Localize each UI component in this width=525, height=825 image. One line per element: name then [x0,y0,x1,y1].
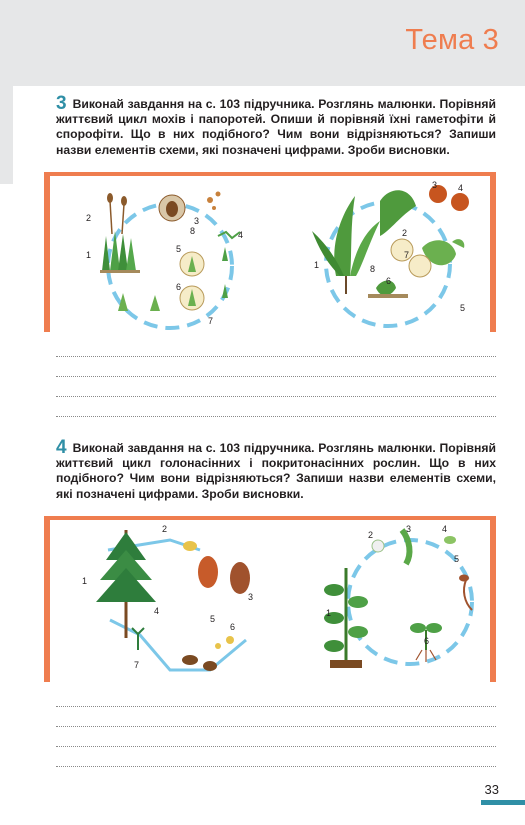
svg-text:8: 8 [190,226,196,236]
female-cone-icon [198,556,218,588]
answer-line[interactable] [56,416,496,417]
task-number: 4 [56,437,67,458]
svg-text:5: 5 [176,244,182,254]
fern-cycle [312,180,469,326]
bean-flower-icon [372,540,384,552]
svg-text:4: 4 [458,183,464,193]
answer-line[interactable] [56,706,496,707]
fern-frond-icon [380,190,416,236]
svg-text:6: 6 [230,622,236,632]
svg-text:1: 1 [314,260,320,270]
svg-text:2: 2 [402,228,408,238]
answer-line[interactable] [56,356,496,357]
svg-text:1: 1 [86,250,92,260]
bean-seed-icon [444,536,456,544]
answer-line[interactable] [56,746,496,747]
male-cone-icon [183,541,197,551]
moss-plant-icon [100,193,140,273]
bean-cycle [324,524,472,668]
svg-text:3: 3 [248,592,254,602]
mature-cone-icon [230,562,250,594]
svg-text:6: 6 [386,276,392,286]
svg-text:2: 2 [368,530,374,540]
theme-title: Тема 3 [405,24,499,56]
svg-text:5: 5 [460,303,466,313]
moss-cycle [86,192,243,329]
svg-text:1: 1 [326,608,332,618]
answer-line[interactable] [56,726,496,727]
svg-text:2: 2 [86,213,92,223]
svg-text:7: 7 [208,316,214,326]
bean-plant-icon [324,568,368,668]
pine-seed-icon [182,655,198,665]
task-4 [56,437,496,502]
page-number: 33 [484,782,499,797]
bean-pod-icon [402,530,409,564]
left-margin-strip [0,86,13,184]
svg-text:4: 4 [442,524,448,534]
task-3 [56,93,496,158]
svg-text:4: 4 [154,606,160,616]
svg-text:3: 3 [406,524,412,534]
svg-text:6: 6 [176,282,182,292]
task-number: 3 [56,93,67,114]
answer-line[interactable] [56,376,496,377]
svg-text:6: 6 [424,636,430,646]
svg-text:7: 7 [404,250,410,260]
gymnosperm-angiosperm-lifecycle-diagram [50,520,490,682]
task-text: Виконай завдання на с. 103 підручника. Розглянь малюнки. Порівняй життєвий цикл голонасінних і покритонасінних рослин. Що в них подібного? Чим вони відрізняються? Запиши назви елементів схеми, які позначені цифрами. Зроби висновки. [56,441,496,501]
svg-text:8: 8 [370,264,376,274]
svg-text:5: 5 [210,614,216,624]
fern-sporophyte-icon [312,196,380,294]
bean-seedling-icon [410,623,426,633]
pine-cycle [82,524,253,671]
svg-text:7: 7 [134,660,140,670]
task-text: Виконай завдання на с. 103 підручника. Розглянь малюнки. Порівняй життєвий цикл мохів і папоротей. Опиши й порівняй їхні гаметофіти й спорофіти. Що в них подібного? Чим вони відрізняються? Запиши назви елементів схеми, які позначені цифрами. Зроби висновки. [56,97,496,157]
svg-text:3: 3 [432,180,438,190]
pine-tree-icon [96,530,156,638]
svg-text:1: 1 [82,576,88,586]
moss-fern-lifecycle-diagram [50,176,490,332]
pine-bean-figure-frame [44,516,496,682]
answer-line[interactable] [56,766,496,767]
moss-fern-figure-frame [44,172,496,332]
page-footer-bar [481,800,525,805]
svg-text:4: 4 [238,230,244,240]
svg-text:5: 5 [454,554,460,564]
svg-text:3: 3 [194,216,200,226]
svg-text:2: 2 [162,524,168,534]
answer-line[interactable] [56,396,496,397]
